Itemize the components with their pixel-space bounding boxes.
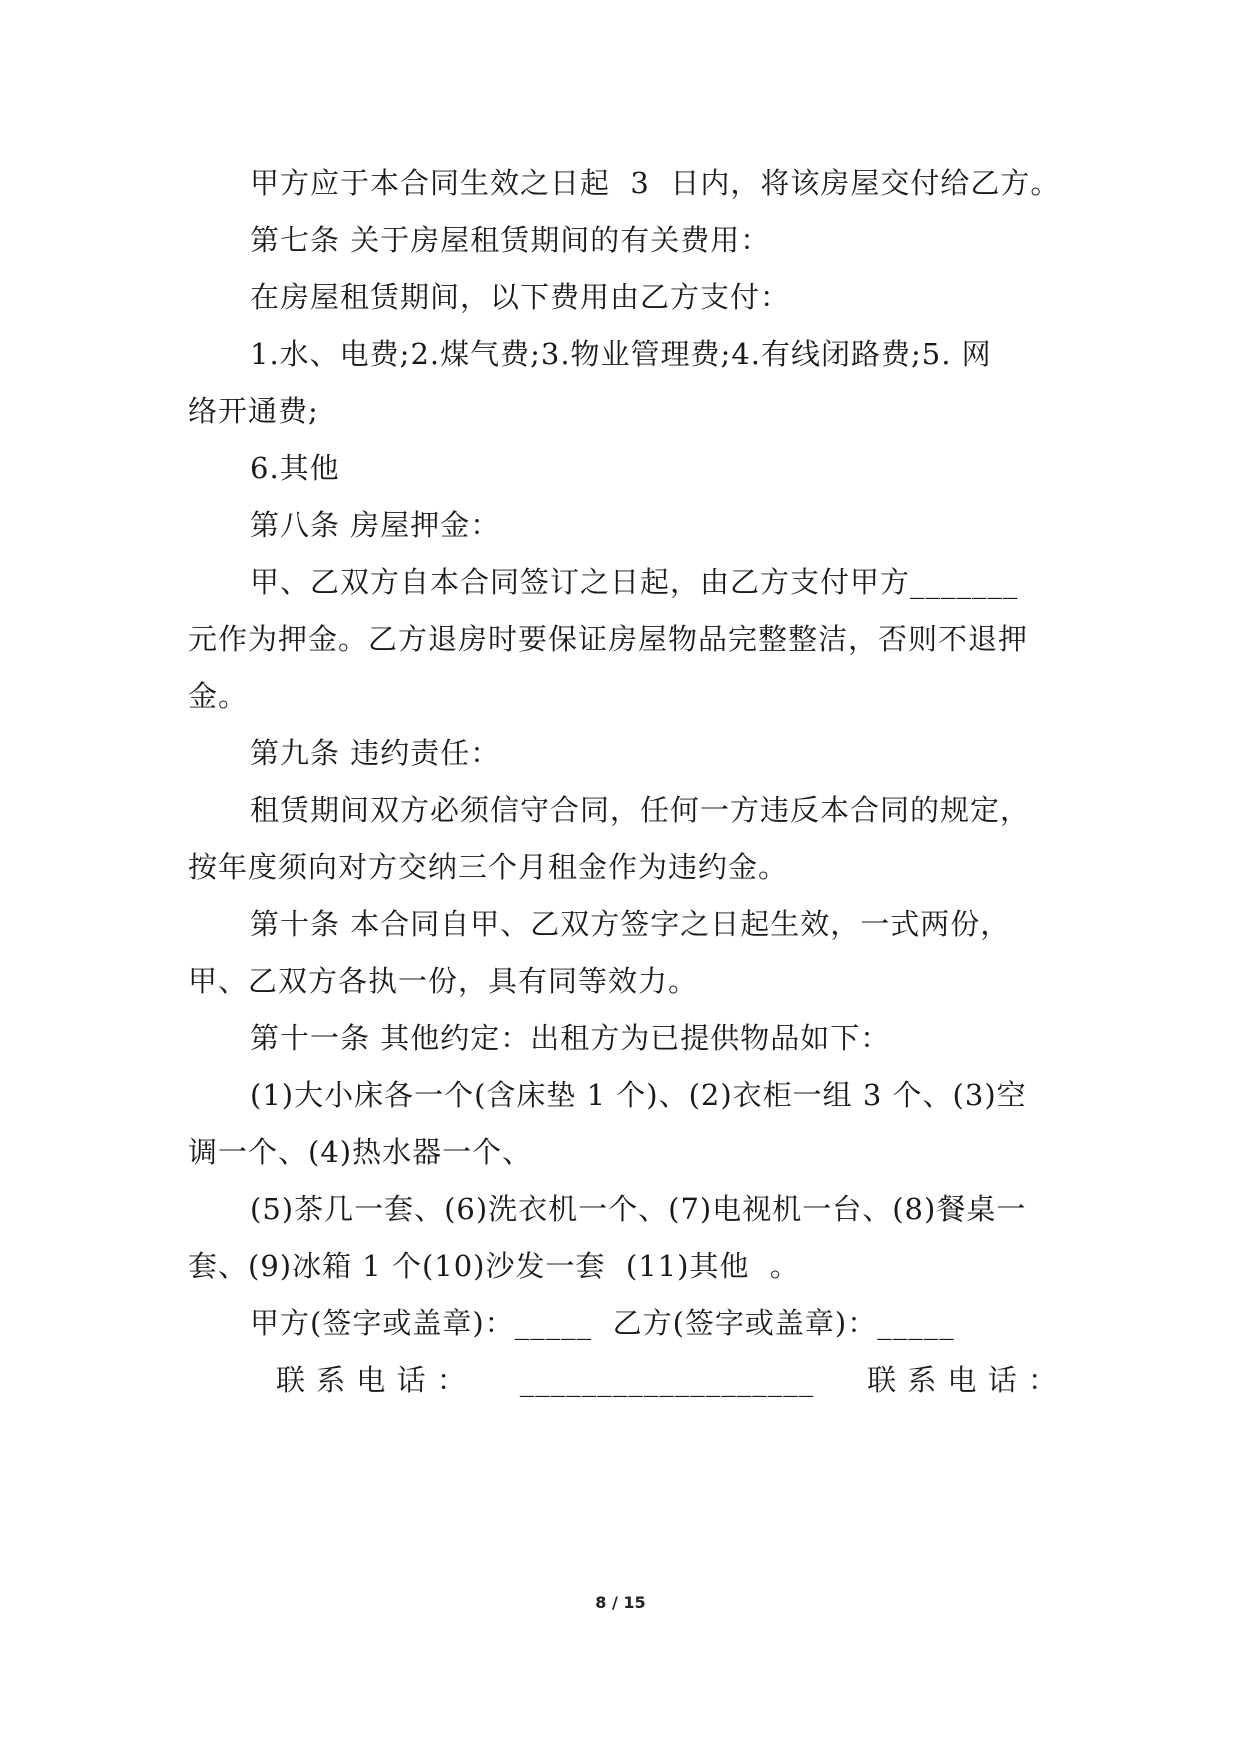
article-heading: 第十条 本合同自甲、乙双方签字之日起生效，一式两份， [250, 907, 1011, 941]
paragraph-line: 甲、乙双方自本合同签订之日起，由乙方支付甲方_______ [250, 565, 1019, 599]
paragraph-line: 甲、乙双方各执一份，具有同等效力。 [188, 964, 699, 998]
paragraph-line: 甲方应于本合同生效之日起 3 日内，将该房屋交付给乙方。 [250, 166, 1061, 200]
contact-label-left: 联 系 电 话 ： [276, 1363, 467, 1397]
paragraph-line: 1.水、电费;2.煤气费;3.物业管理费;4.有线闭路费;5. 网 [250, 337, 992, 371]
paragraph-line: 租赁期间双方必须信守合同，任何一方违反本合同的规定， [250, 793, 1031, 827]
contact-label-right: 联 系 电 话 ： [867, 1363, 1058, 1397]
paragraph-line: 在房屋租赁期间，以下费用由乙方支付： [250, 280, 791, 314]
article-heading: 第九条 违约责任： [250, 736, 501, 770]
paragraph-line: 元作为押金。乙方退房时要保证房屋物品完整整洁，否则不退押 [188, 622, 1029, 656]
contact-blank: ___________________ [519, 1363, 815, 1397]
page-number: 8 / 15 [595, 1593, 646, 1612]
signature-line: 甲方(签字或盖章)：_____ 乙方(签字或盖章)：_____ [250, 1306, 955, 1340]
paragraph-line: 金。 [188, 679, 249, 713]
paragraph-line: 调一个、(4)热水器一个、 [188, 1135, 533, 1169]
paragraph-line: (1)大小床各一个(含床垫 1 个)、(2)衣柜一组 3 个、(3)空 [250, 1078, 1027, 1112]
paragraph-line: (5)茶几一套、(6)洗衣机一个、(7)电视机一台、(8)餐桌一 [250, 1192, 1027, 1226]
paragraph-line: 按年度须向对方交纳三个月租金作为违约金。 [188, 850, 789, 884]
paragraph-line: 6.其他 [250, 451, 340, 485]
article-heading: 第七条 关于房屋租赁期间的有关费用： [250, 223, 771, 257]
article-heading: 第八条 房屋押金： [250, 508, 501, 542]
paragraph-line: 络开通费; [188, 394, 319, 428]
article-heading: 第十一条 其他约定：出租方为已提供物品如下： [250, 1021, 891, 1055]
contact-line [276, 1360, 1058, 1400]
paragraph-line: 套、(9)冰箱 1 个(10)沙发一套 (11)其他 。 [188, 1249, 800, 1283]
